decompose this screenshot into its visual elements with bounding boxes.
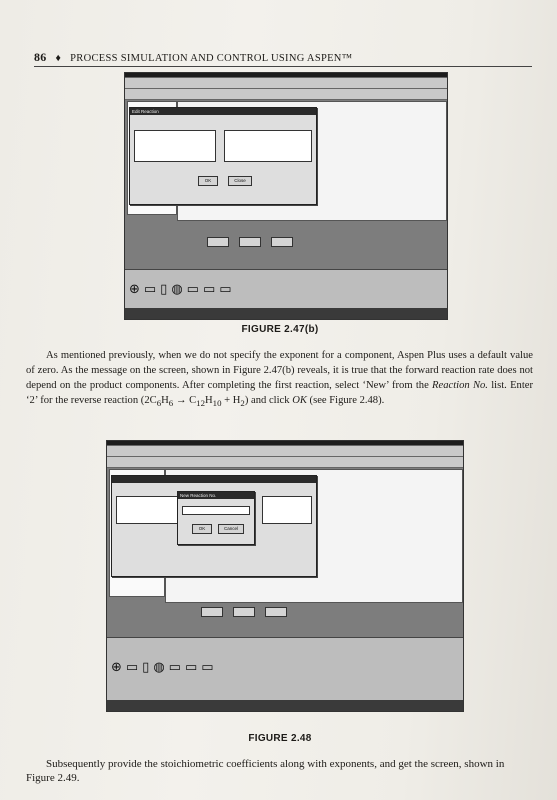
screenshot-toolbar-2 xyxy=(125,89,447,100)
nav-button-2 xyxy=(239,237,261,247)
page-number: 86 xyxy=(34,50,47,64)
nav-button-1 xyxy=(207,237,229,247)
dialog-ok-button: OK xyxy=(198,176,218,186)
reaction-no-term: Reaction No. xyxy=(432,380,488,391)
paragraph-1: As mentioned previously, when we do not specify the exponent for a component, Aspen Plus uses a default value of zero. As the message on the screen, shown in Figure 2.47(b) reveals, it is true that the forward reaction rate does not depend on the product components. After completing the first reaction, select ‘New’ from the Reaction No. list. Enter ‘2’ for the reverse reaction $(2C_6H_6 \to C_{12}H_{10} + H_2)$ and click OK (see Figure 2.48). xyxy=(26,350,534,409)
nav-button-2 xyxy=(233,607,255,617)
new-reaction-cancel-button: Cancel xyxy=(218,524,244,534)
products-grid xyxy=(224,130,312,162)
header-rule xyxy=(34,66,532,67)
running-title: PROCESS SIMULATION AND CONTROL USING ASPEN™ xyxy=(70,53,353,64)
reactants-grid xyxy=(134,130,216,162)
dialog-close-button: Close xyxy=(228,176,252,186)
nav-button-3 xyxy=(271,237,293,247)
screenshot-toolbar-2 xyxy=(107,457,463,468)
screenshot-toolbar-1 xyxy=(107,446,463,457)
nav-button-3 xyxy=(265,607,287,617)
dialog-title-bar xyxy=(112,476,316,483)
figure-2-48-screenshot xyxy=(106,440,464,712)
new-reaction-title: New Reaction No. xyxy=(178,492,254,499)
reactants-grid xyxy=(116,496,178,524)
figure-2-47b-screenshot xyxy=(124,72,448,320)
header-bullet: ♦ xyxy=(55,53,62,64)
products-grid xyxy=(262,496,312,524)
figure-2-47b-caption: FIGURE 2.47(b) xyxy=(241,324,319,335)
new-reaction-ok-button: OK xyxy=(192,524,212,534)
new-reaction-dialog xyxy=(177,491,255,545)
screenshot-taskbar xyxy=(125,308,447,319)
screenshot-toolbar-1 xyxy=(125,78,447,89)
reaction-number-input xyxy=(182,506,250,515)
edit-reaction-dialog xyxy=(129,107,317,205)
paragraph-2: Subsequently provide the stoichiometric coefficients along with exponents, and get the screen, shown in Figure 2.49. xyxy=(26,758,505,784)
screenshot-taskbar xyxy=(107,700,463,711)
nav-button-1 xyxy=(201,607,223,617)
figure-2-48-caption: FIGURE 2.48 xyxy=(248,733,312,744)
model-palette xyxy=(107,637,463,700)
dialog-title: Edit Reaction xyxy=(130,108,316,115)
model-icons: ⊕▭▯◍▭▭▭ xyxy=(111,660,218,675)
ok-term: OK xyxy=(292,395,307,406)
model-palette xyxy=(125,269,447,308)
running-header xyxy=(34,50,352,65)
model-icons: ⊕▭▯◍▭▭▭ xyxy=(129,282,236,297)
